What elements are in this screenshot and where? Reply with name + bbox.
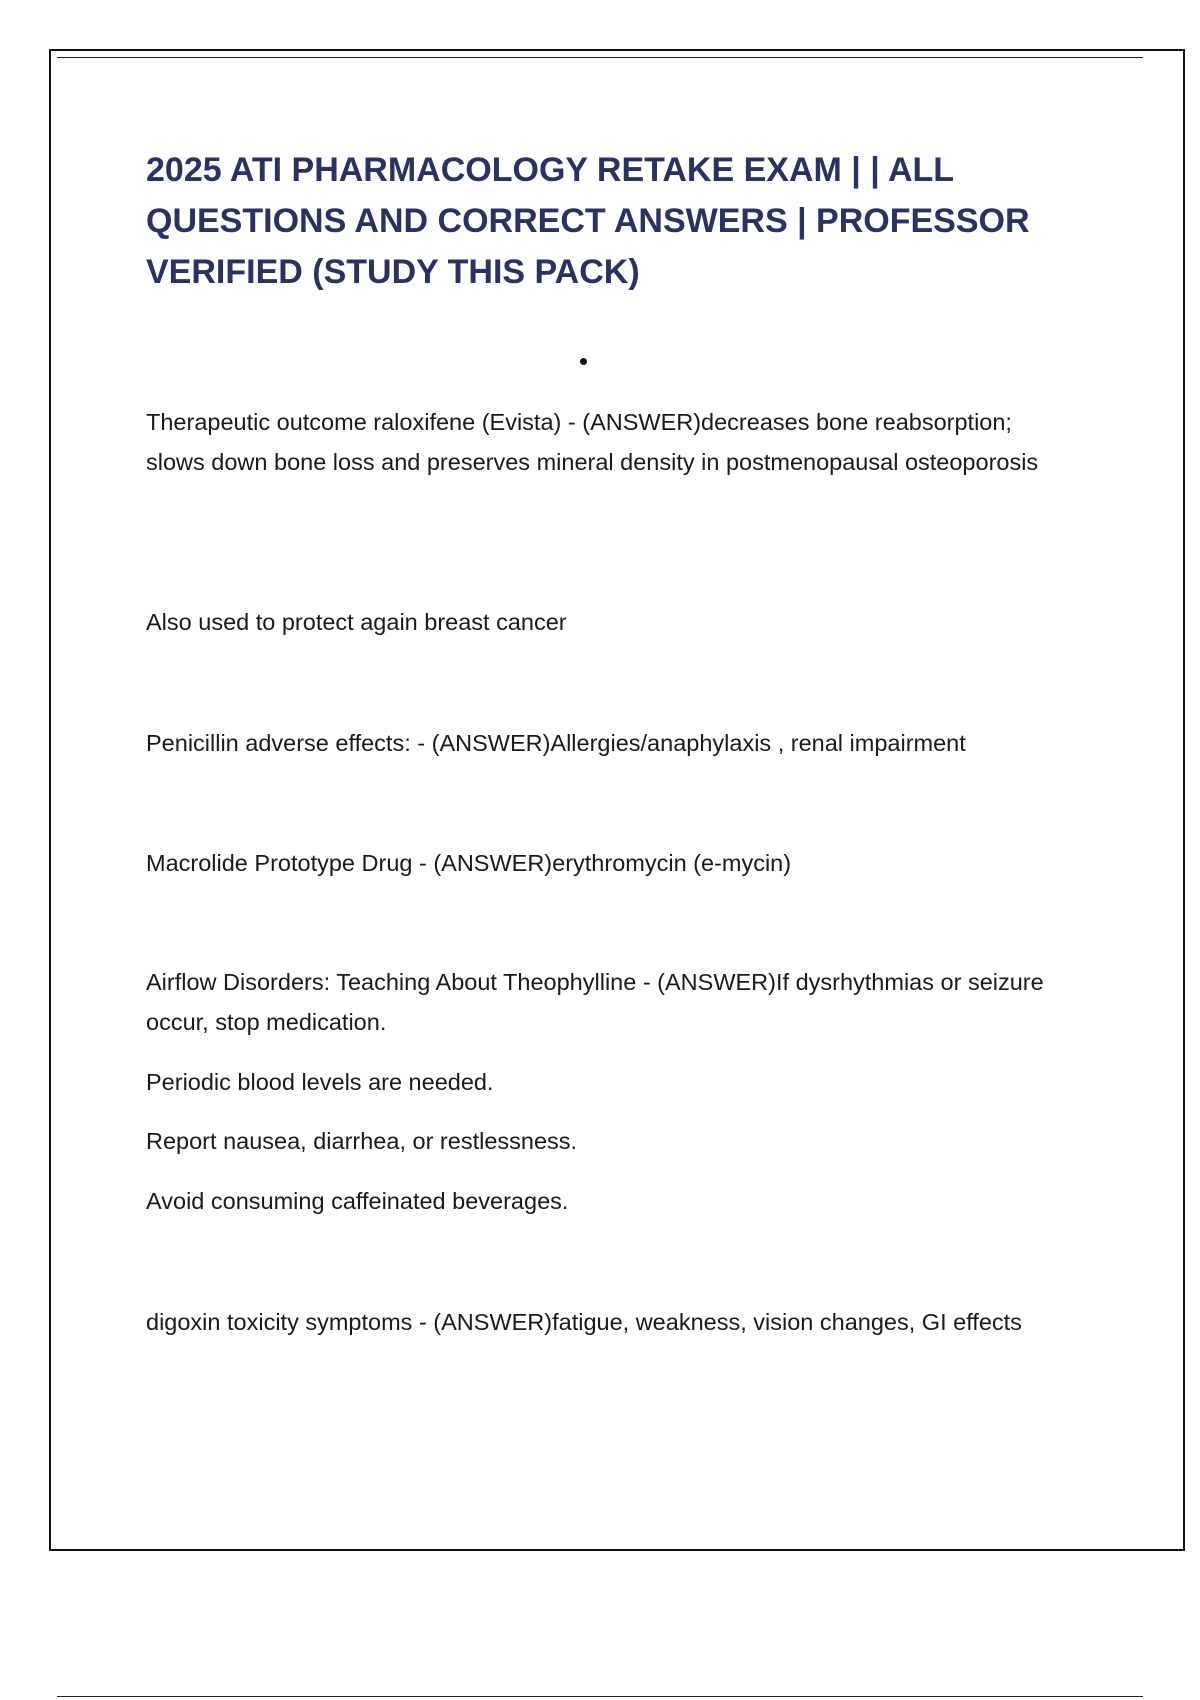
qa-penicillin: Penicillin adverse effects: - (ANSWER)Allergies/anaphylaxis , renal impairment bbox=[146, 730, 966, 756]
note-avoid-caffeine: Avoid consuming caffeinated beverages. bbox=[146, 1188, 569, 1214]
qa-digoxin: digoxin toxicity symptoms - (ANSWER)fatigue, weakness, vision changes, GI effects bbox=[146, 1309, 1022, 1335]
qa-macrolide: Macrolide Prototype Drug - (ANSWER)erythromycin (e-mycin) bbox=[146, 850, 792, 876]
note-breast-cancer: Also used to protect again breast cancer bbox=[146, 609, 567, 635]
note-blood-levels: Periodic blood levels are needed. bbox=[146, 1069, 494, 1095]
note-report-symptoms: Report nausea, diarrhea, or restlessness. bbox=[146, 1128, 578, 1154]
document-title: 2025 ATI PHARMACOLOGY RETAKE EXAM | | ALL QUESTIONS AND CORRECT ANSWERS | PROFESSOR VERIFIED (STUDY THIS PACK) bbox=[146, 151, 1030, 291]
bottom-rule bbox=[57, 1696, 1143, 1697]
qa-theophylline: Airflow Disorders: Teaching About Theophylline - (ANSWER)If dysrhythmias or seizure occur, stop medication. bbox=[146, 969, 1044, 1035]
top-rule bbox=[57, 57, 1143, 58]
qa-raloxifene: Therapeutic outcome raloxifene (Evista) - (ANSWER)decreases bone reabsorption; slows down bone loss and preserves mineral density in postmenopausal osteoporosis bbox=[146, 409, 1039, 475]
bullet-dot bbox=[580, 358, 587, 365]
